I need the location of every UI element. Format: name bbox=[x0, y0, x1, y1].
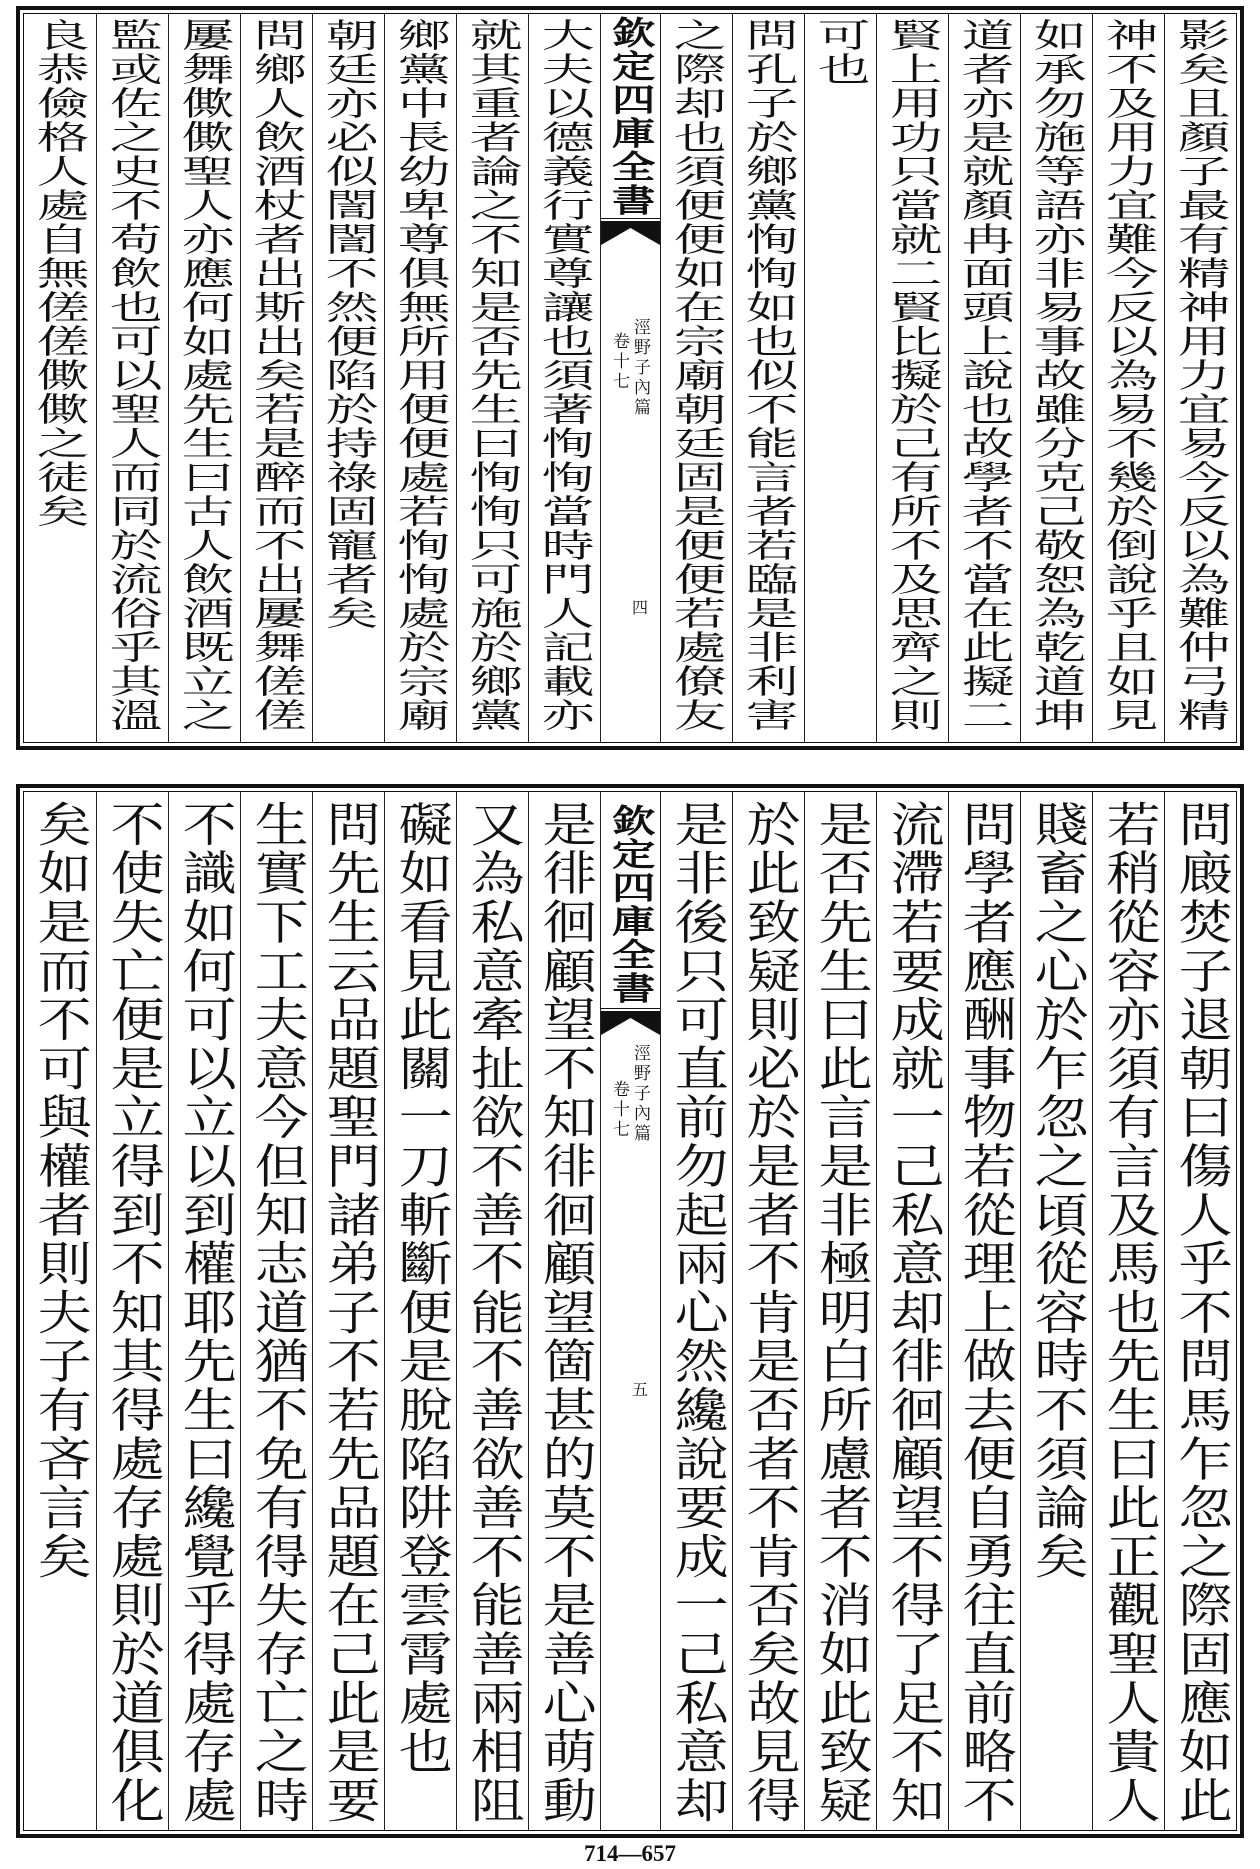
text-column bbox=[1020, 14, 1092, 742]
text-column bbox=[660, 792, 732, 1830]
column-text: 問學者應酬事物若從理上做去便自勇往直前略不 bbox=[952, 800, 1017, 1825]
column-text: 不識如何可以立以到權耶先生曰纔覺乎得處存處 bbox=[172, 800, 237, 1825]
text-column bbox=[384, 792, 456, 1830]
volume-label: 卷十七 bbox=[609, 1080, 629, 1140]
column-text: 可也 bbox=[809, 18, 872, 86]
text-column bbox=[384, 14, 456, 742]
text-column bbox=[312, 14, 384, 742]
column-text: 良恭儉格人處自無傞傞僛僛之徒矣 bbox=[28, 18, 92, 528]
text-column bbox=[528, 14, 600, 742]
column-text: 生實下工夫意今但知志道猶不免有得失存亡之時 bbox=[244, 800, 309, 1825]
column-text: 就其重者論之不知是否先生曰恂恂只可施於鄉黨 bbox=[461, 18, 524, 732]
column-text: 問鄉人飲酒杖者出斯出矣若是醉而不出屢舞傞傞 bbox=[245, 18, 308, 732]
column-text: 於此致疑則必於是者不肯是否者不肯否矣故見得 bbox=[736, 800, 801, 1825]
fish-tail-mark bbox=[601, 218, 660, 246]
text-column bbox=[168, 792, 240, 1830]
column-text: 影矣且顏子最有精神用力宜易今反以為難仲弓精 bbox=[1169, 18, 1232, 732]
column-text: 監或佐之史不苟飲也可以聖人而同於流俗乎其溫 bbox=[101, 18, 164, 732]
page-reference-number: 714—657 bbox=[584, 1841, 676, 1866]
page-frame bbox=[23, 791, 1237, 1831]
column-text: 神不及用力宜難今反以為易不幾於倒說乎且如見 bbox=[1097, 18, 1160, 732]
book-title: 涇野子內篇 bbox=[630, 1044, 650, 1144]
column-text: 又為私意牽扯欲不善不能不善欲善不能善兩相阻 bbox=[460, 800, 525, 1825]
page-number: 四 bbox=[631, 598, 648, 617]
text-column bbox=[240, 792, 312, 1830]
column-text: 問先生云品題聖門諸弟子不若先品題在己此是要 bbox=[316, 800, 381, 1825]
column-text: 朝廷亦必似誾誾不然便陷於持祿固寵者矣 bbox=[317, 18, 380, 630]
column-text: 是徘徊顧望不知徘徊顧望箇甚的莫不是善心萌動 bbox=[532, 800, 597, 1825]
text-column bbox=[948, 14, 1020, 742]
text-column bbox=[732, 14, 804, 742]
text-column bbox=[732, 792, 804, 1830]
column-text: 若稍從容亦須有言及馬也先生曰此正觀聖人貴人 bbox=[1096, 800, 1161, 1825]
column-text: 問孔子於鄉黨恂恂如也似不能言者若臨是非利害 bbox=[737, 18, 800, 732]
column-text: 道者亦是就顏冉面頭上說也故學者不當在此擬二 bbox=[953, 18, 1016, 732]
column-text: 矣如是而不可與權者則夫子有吝言矣 bbox=[28, 800, 92, 1581]
text-column bbox=[660, 14, 732, 742]
center-title: 欽定四庫全書 bbox=[604, 804, 657, 1005]
text-column bbox=[1092, 792, 1164, 1830]
page-number: 五 bbox=[631, 1380, 648, 1399]
page-panel-lower bbox=[16, 784, 1244, 1838]
text-column bbox=[528, 792, 600, 1830]
page-panel-upper bbox=[16, 6, 1244, 750]
volume-label: 卷十七 bbox=[609, 332, 629, 392]
fish-tail-mark bbox=[601, 1008, 660, 1036]
text-column bbox=[1164, 792, 1236, 1830]
book-title: 涇野子內篇 bbox=[630, 318, 650, 418]
text-column bbox=[24, 792, 96, 1830]
text-column bbox=[948, 792, 1020, 1830]
column-text: 不使失亡便是立得到不知其得處存處則於道俱化 bbox=[100, 800, 165, 1825]
text-column bbox=[456, 14, 528, 742]
text-column bbox=[1164, 14, 1236, 742]
column-text: 如承勿施等語亦非易事故雖分克己敬恕為乾道坤 bbox=[1025, 18, 1088, 732]
text-column bbox=[1092, 14, 1164, 742]
text-column bbox=[96, 14, 168, 742]
text-column bbox=[24, 14, 96, 742]
column-text: 問廄焚子退朝曰傷人乎不問馬乍忽之際固應如此 bbox=[1168, 800, 1233, 1825]
text-column bbox=[456, 792, 528, 1830]
column-text: 鄉黨中長幼卑尊俱無所用便便處若恂恂處於宗廟 bbox=[389, 18, 452, 732]
text-column bbox=[240, 14, 312, 742]
text-column bbox=[804, 792, 876, 1830]
column-text: 之際却也須便便如在宗廟朝廷固是便便若處僚友 bbox=[665, 18, 728, 732]
text-column bbox=[1020, 792, 1092, 1830]
text-column bbox=[312, 792, 384, 1830]
column-text: 大夫以德義行實尊讓也須著恂恂當時門人記載亦 bbox=[533, 18, 596, 732]
text-column bbox=[168, 14, 240, 742]
column-text: 屢舞僛僛聖人亦應何如處先生曰古人飲酒既立之 bbox=[173, 18, 236, 732]
column-text: 流滯若要成就一己私意却徘徊顧望不得了足不知 bbox=[880, 800, 945, 1825]
column-text: 賤畜之心於乍忽之頃從容時不須論矣 bbox=[1024, 800, 1089, 1581]
center-strip bbox=[600, 792, 660, 1830]
column-text: 是否先生曰此言是非極明白所慮者不消如此致疑 bbox=[808, 800, 873, 1825]
text-column bbox=[876, 792, 948, 1830]
page-frame bbox=[23, 13, 1237, 743]
column-text: 是非後只可直前勿起兩心然纔說要成一己私意却 bbox=[664, 800, 729, 1825]
center-title: 欽定四庫全書 bbox=[604, 16, 657, 217]
text-column bbox=[804, 14, 876, 742]
text-column bbox=[876, 14, 948, 742]
center-strip bbox=[600, 14, 660, 742]
column-text: 礙如看見此關一刀斬斷便是脫陷阱登雲霄處也 bbox=[388, 800, 453, 1776]
column-text: 賢上用功只當就二賢比擬於己有所不及思齊之則 bbox=[881, 18, 944, 732]
text-column bbox=[96, 792, 168, 1830]
